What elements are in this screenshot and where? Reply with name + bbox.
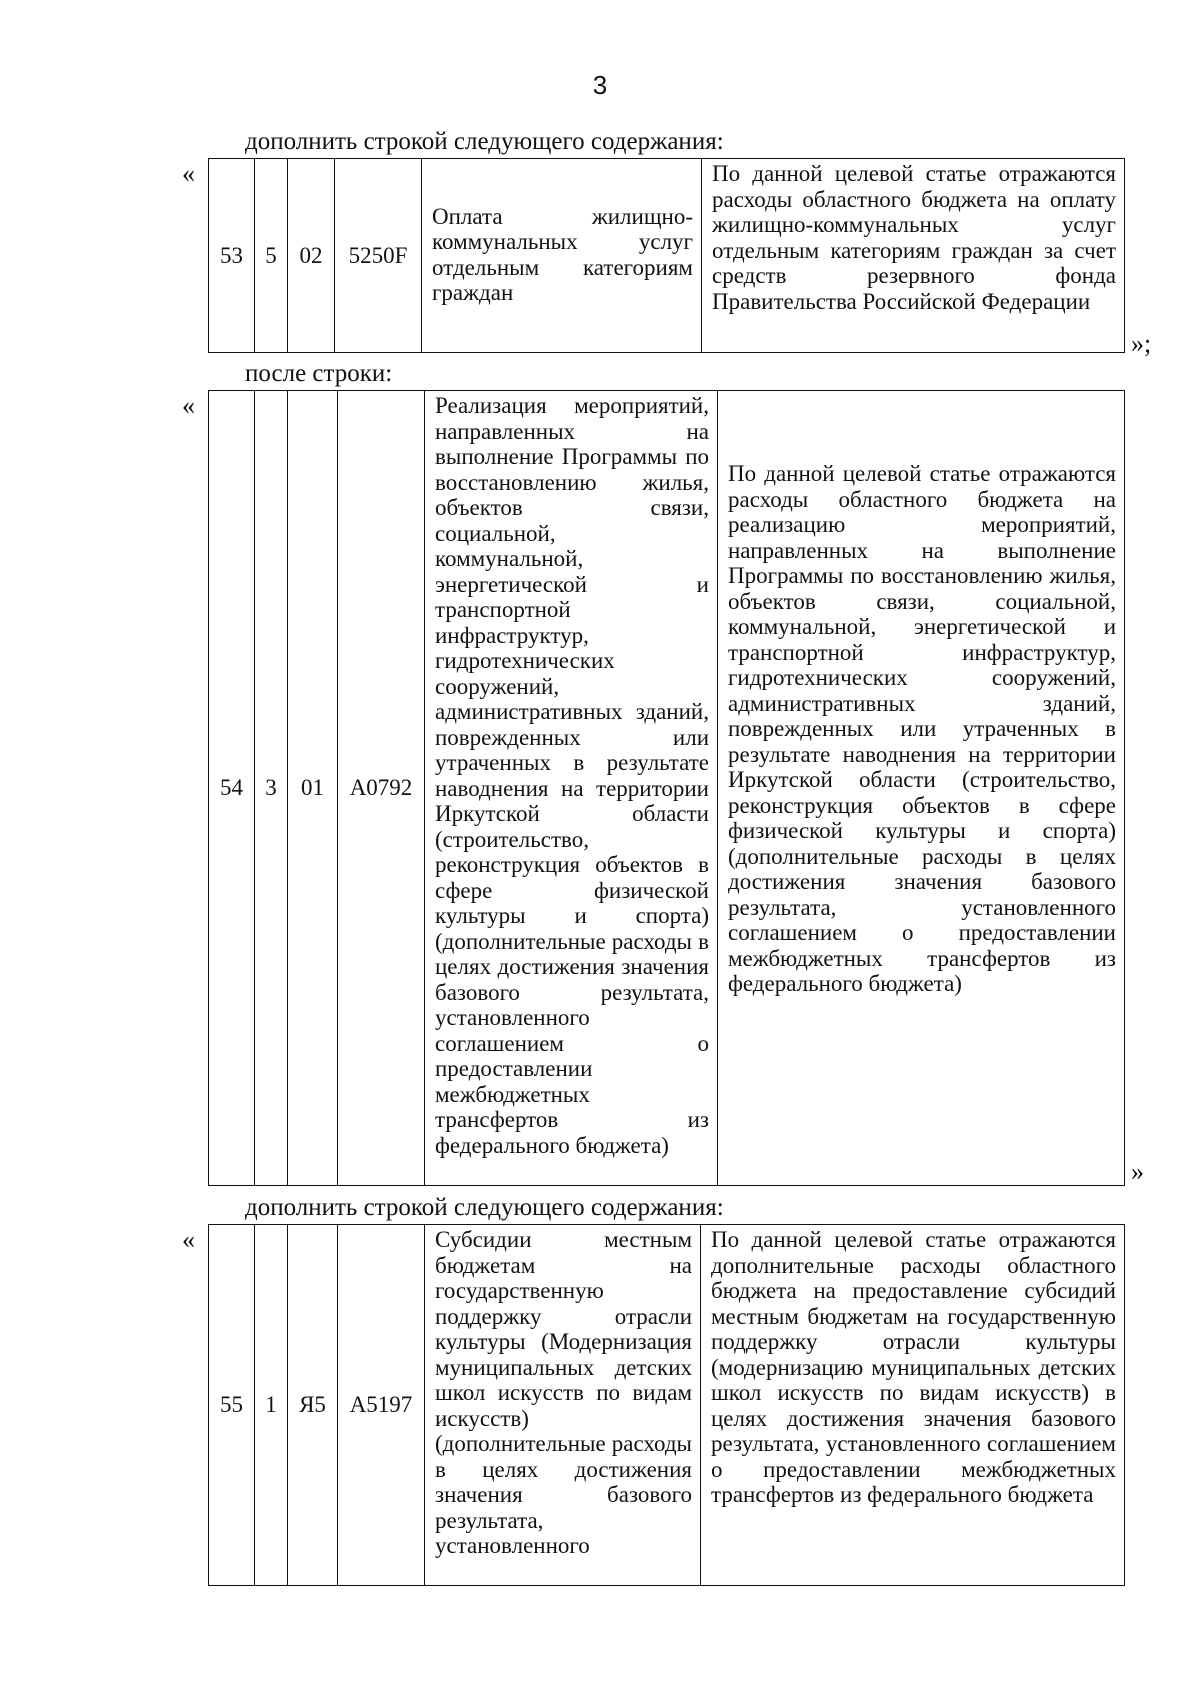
block-2-close-quote: » [1131, 1157, 1144, 1186]
cell-name: Субсидии местным бюджетам на государственную поддержку отрасли культуры (Модернизация муниципальных детских школ искусств по видам искусств) (дополнительные расходы в целях достижения значения базового результата, установленного [425, 1225, 701, 1586]
block-1-caption: дополнить строкой следующего содержания: [245, 128, 724, 155]
cell-code-2: 1 [255, 1225, 288, 1586]
table-row [209, 1225, 1125, 1586]
cell-code-1: 55 [209, 1225, 255, 1586]
cell-code-2: 3 [255, 391, 288, 1186]
block-3-open-quote: « [182, 1225, 195, 1254]
block-2-caption: после строки: [245, 360, 393, 387]
cell-description: По данной целевой статье отражаются расходы областного бюджета на оплату жилищно-коммунальных услуг отдельным категориям граждан за счет средств резервного фонда Правительства Российской Федерации [702, 159, 1125, 353]
table-row [209, 391, 1125, 1186]
cell-code-4: 5250F [335, 159, 422, 353]
cell-code-1: 53 [209, 159, 255, 353]
cell-code-4: А0792 [338, 391, 425, 1186]
block-3-caption: дополнить строкой следующего содержания: [245, 1194, 724, 1221]
cell-description: По данной целевой статье отражаются дополнительные расходы областного бюджета на предоставление субсидий местным бюджетам на государственную поддержку отрасли культуры (модернизацию муниципальных детских школ искусств по видам искусств) в целях достижения значения базового результата, установленного соглашением о предоставлении межбюджетных трансфертов из федерального бюджета [701, 1225, 1125, 1586]
block-1-close-quote: »; [1131, 329, 1152, 358]
block-3-table [208, 1224, 1125, 1586]
cell-code-3: Я5 [288, 1225, 338, 1586]
cell-code-2: 5 [255, 159, 288, 353]
cell-name: Оплата жилищно-коммунальных услуг отдельным категориям граждан [422, 159, 702, 353]
cell-code-4: А5197 [338, 1225, 425, 1586]
cell-code-3: 01 [288, 391, 338, 1186]
cell-name: Реализация мероприятий, направленных на выполнение Программы по восстановлению жилья, объектов связи, социальной, коммунальной, энергетической и транспортной инфраструктур, гидротехнических сооружений, административных зданий, поврежденных или утраченных в результате наводнения на территории Иркутской области (строительство, реконструкция объектов в сфере физической культуры и спорта) (дополнительные расходы в целях достижения значения базового результата, установленного соглашением о предоставлении межбюджетных трансфертов из федерального бюджета) [425, 391, 718, 1186]
block-1-table [208, 158, 1125, 353]
block-1-open-quote: « [182, 159, 195, 188]
cell-code-3: 02 [288, 159, 335, 353]
cell-code-1: 54 [209, 391, 255, 1186]
page-number: 3 [592, 70, 608, 100]
block-2-open-quote: « [182, 391, 195, 420]
cell-description: По данной целевой статье отражаются расходы областного бюджета на реализацию мероприятий, направленных на выполнение Программы по восстановлению жилья, объектов связи, социальной, коммунальной, энергетической и транспортной инфраструктур, гидротехнических сооружений, административных зданий, поврежденных или утраченных в результате наводнения на территории Иркутской области (строительство, реконструкция объектов в сфере физической культуры и спорта) (дополнительные расходы в целях достижения значения базового результата, установленного соглашением о предоставлении межбюджетных трансфертов из федерального бюджета) [718, 391, 1125, 1186]
block-2-table [208, 390, 1125, 1186]
table-row [209, 159, 1125, 353]
